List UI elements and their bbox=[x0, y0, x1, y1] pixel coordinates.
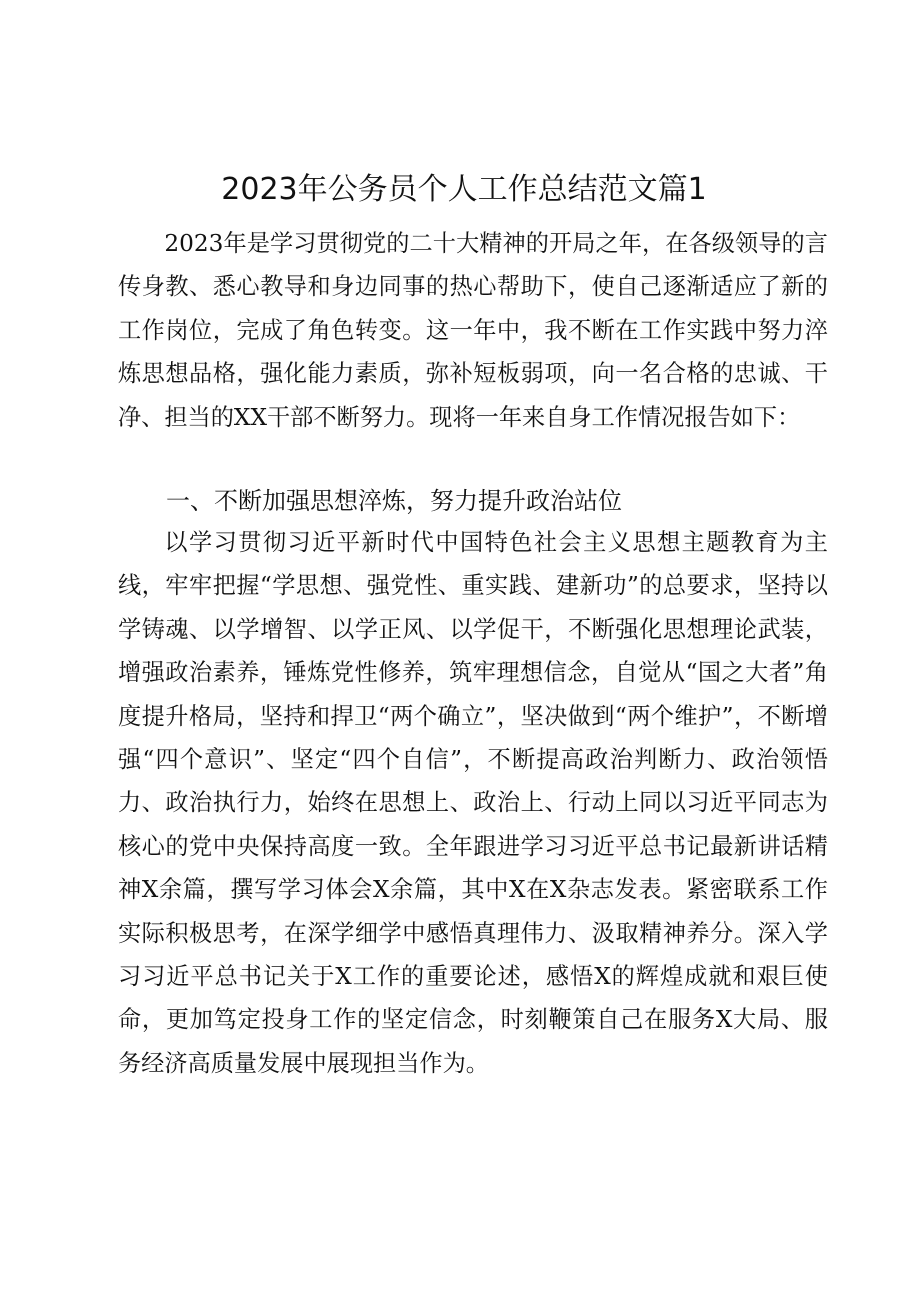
section-paragraph: 以学习贯彻习近平新时代中国特色社会主义思想主题教育为主线，牢牢把握“学思想、强党性、重实践、建新功”的总要求，坚持以学铸魂、以学增智、以学正风、以学促干，不断强化思想理论武装，增强政治素养，锤炼党性修养，筑牢理想信念，自觉从“国之大者”角度提升格局，坚持和捍卫“两个确立”，坚决做到“两个维护”，不断增强“四个意识”、坚定“四个自信”，不断提高政治判断力、政治领悟力、政治执行力，始终在思想上、政治上、行动上同以习近平同志为核心的党中央保持高度一致。全年跟进学习习近平总书记最新讲话精神X余篇，撰写学习体会X余篇，其中X在X杂志发表。紧密联系工作实际积极思考，在深学细学中感悟真理伟力、汲取精神养分。深入学习习近平总书记关于X工作的重要论述，感悟X的辉煌成就和艰巨使命，更加笃定投身工作的坚定信念，时刻鞭策自己在服务X大局、服务经济高质量发展中展现担当作为。 bbox=[118, 529, 828, 1077]
intro-paragraph: 2023年是学习贯彻党的二十大精神的开局之年，在各级领导的言传身教、悉心教导和身边同事的热心帮助下，使自己逐渐适应了新的工作岗位，完成了角色转变。这一年中，我不断在工作实践中努力淬炼思想品格，强化能力素质，弥补短板弱项，向一名合格的忠诚、干净、担当的XX干部不断努力。现将一年来自身工作情况报告如下： bbox=[118, 230, 828, 431]
section-heading: 一、不断加强思想淬炼，努力提升政治站位 bbox=[166, 487, 622, 515]
document-title: 2023年公务员个人工作总结范文篇1 bbox=[221, 172, 707, 207]
